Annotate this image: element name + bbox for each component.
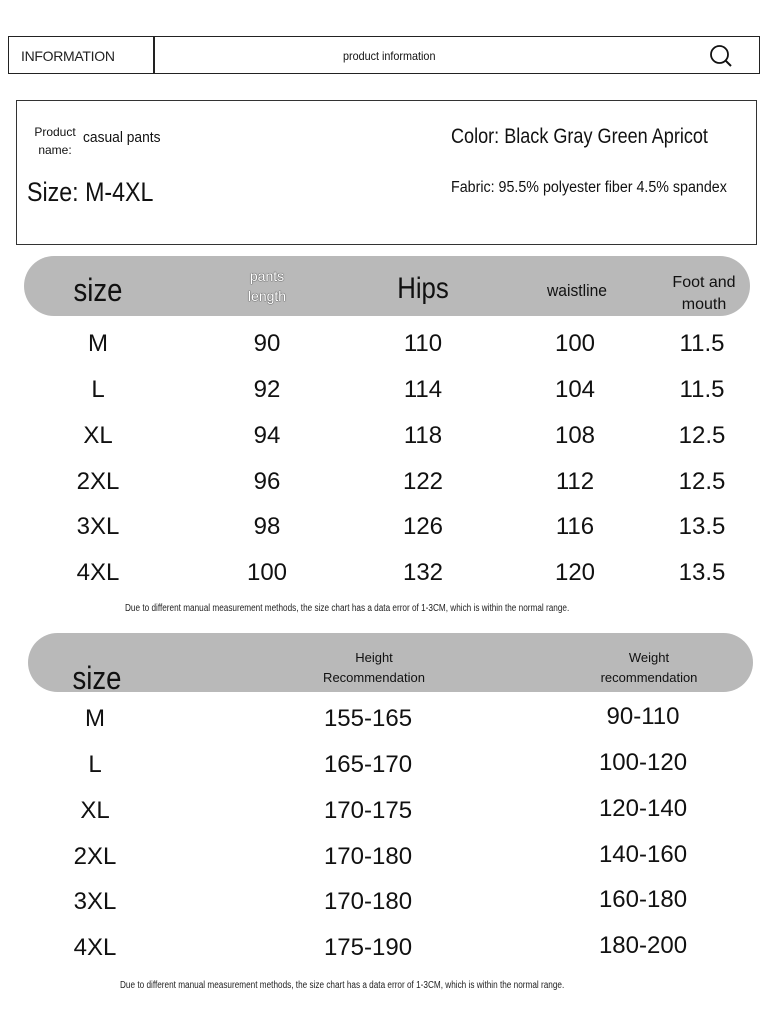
search-icon[interactable] (709, 44, 733, 68)
size-chart-header (24, 256, 750, 316)
size-range-text: Size: M-4XL (27, 177, 154, 207)
row-cell: 114 (403, 376, 443, 403)
row-cell: 108 (554, 422, 596, 449)
row-cell: 98 (253, 513, 281, 540)
row-cell: 13.5 (678, 513, 726, 540)
header-hips: Hips (397, 272, 449, 305)
row-cell: 116 (555, 513, 595, 540)
row-cell: 110 (403, 330, 443, 357)
row-cell: 120-140 (598, 795, 688, 822)
row-cell: 90 (253, 330, 281, 357)
row-cell: XL (80, 797, 110, 824)
row-cell: 3XL (76, 513, 120, 540)
row-cell: 126 (402, 513, 444, 540)
header-size: size (73, 272, 123, 308)
row-cell: 104 (554, 376, 596, 403)
row-cell: 12.5 (678, 468, 726, 495)
header-pants-length: pants length (247, 268, 287, 304)
row-cell: 175-190 (323, 934, 413, 961)
fabric-text: Fabric: 95.5% polyester fiber 4.5% spandex (451, 179, 727, 196)
row-cell: 160-180 (598, 886, 688, 913)
row-cell: 170-175 (323, 797, 413, 824)
row-cell: 180-200 (598, 932, 688, 959)
row-cell: L (91, 376, 105, 403)
row-cell: M (88, 330, 108, 357)
row-cell: 118 (403, 422, 443, 449)
header-height: Height Recommendation (323, 650, 425, 685)
header-waistline: waistline (547, 281, 607, 300)
header-foot-mouth: Foot and mouth (672, 274, 736, 313)
measurement-note: Due to different manual measurement methods, the size chart has a data error of 1-3CM, which is within the normal range. (125, 603, 570, 614)
row-cell: 2XL (76, 468, 120, 495)
header-size-2: size (72, 660, 122, 696)
row-cell: 112 (555, 468, 595, 495)
row-cell: 11.5 (679, 376, 725, 403)
product-information-title: product information (343, 49, 436, 63)
color-text: Color: Black Gray Green Apricot (451, 125, 708, 148)
product-name-label: Product name: (34, 125, 76, 157)
row-cell: 4XL (76, 559, 120, 586)
row-cell: 96 (253, 468, 281, 495)
row-cell: 4XL (73, 934, 117, 961)
row-cell: 120 (554, 559, 596, 586)
row-cell: 100 (246, 559, 288, 586)
row-cell: 12.5 (678, 422, 726, 449)
row-cell: 140-160 (598, 841, 688, 868)
header-weight: Weight recommendation (600, 650, 698, 685)
row-cell: 94 (253, 422, 281, 449)
row-cell: 100-120 (598, 749, 688, 776)
information-label: INFORMATION (21, 48, 115, 64)
product-name-value: casual pants (83, 129, 161, 146)
row-cell: M (85, 705, 105, 732)
row-cell: 100 (554, 330, 596, 357)
row-cell: 132 (402, 559, 444, 586)
row-cell: 90-110 (606, 703, 680, 730)
row-cell: 2XL (73, 843, 117, 870)
row-cell: XL (83, 422, 113, 449)
product-info-box (16, 100, 757, 245)
row-cell: 92 (253, 376, 281, 403)
row-cell: 3XL (73, 888, 117, 915)
row-cell: L (88, 751, 102, 778)
row-cell: 122 (402, 468, 444, 495)
row-cell: 170-180 (323, 843, 413, 870)
row-cell: 155-165 (323, 705, 413, 732)
header-bar (8, 36, 760, 74)
header-divider (153, 37, 155, 73)
row-cell: 165-170 (323, 751, 413, 778)
row-cell: 13.5 (678, 559, 726, 586)
measurement-note-2: Due to different manual measurement methods, the size chart has a data error of 1-3CM, which is within the normal range. (120, 980, 565, 991)
row-cell: 11.5 (679, 330, 725, 357)
row-cell: 170-180 (323, 888, 413, 915)
